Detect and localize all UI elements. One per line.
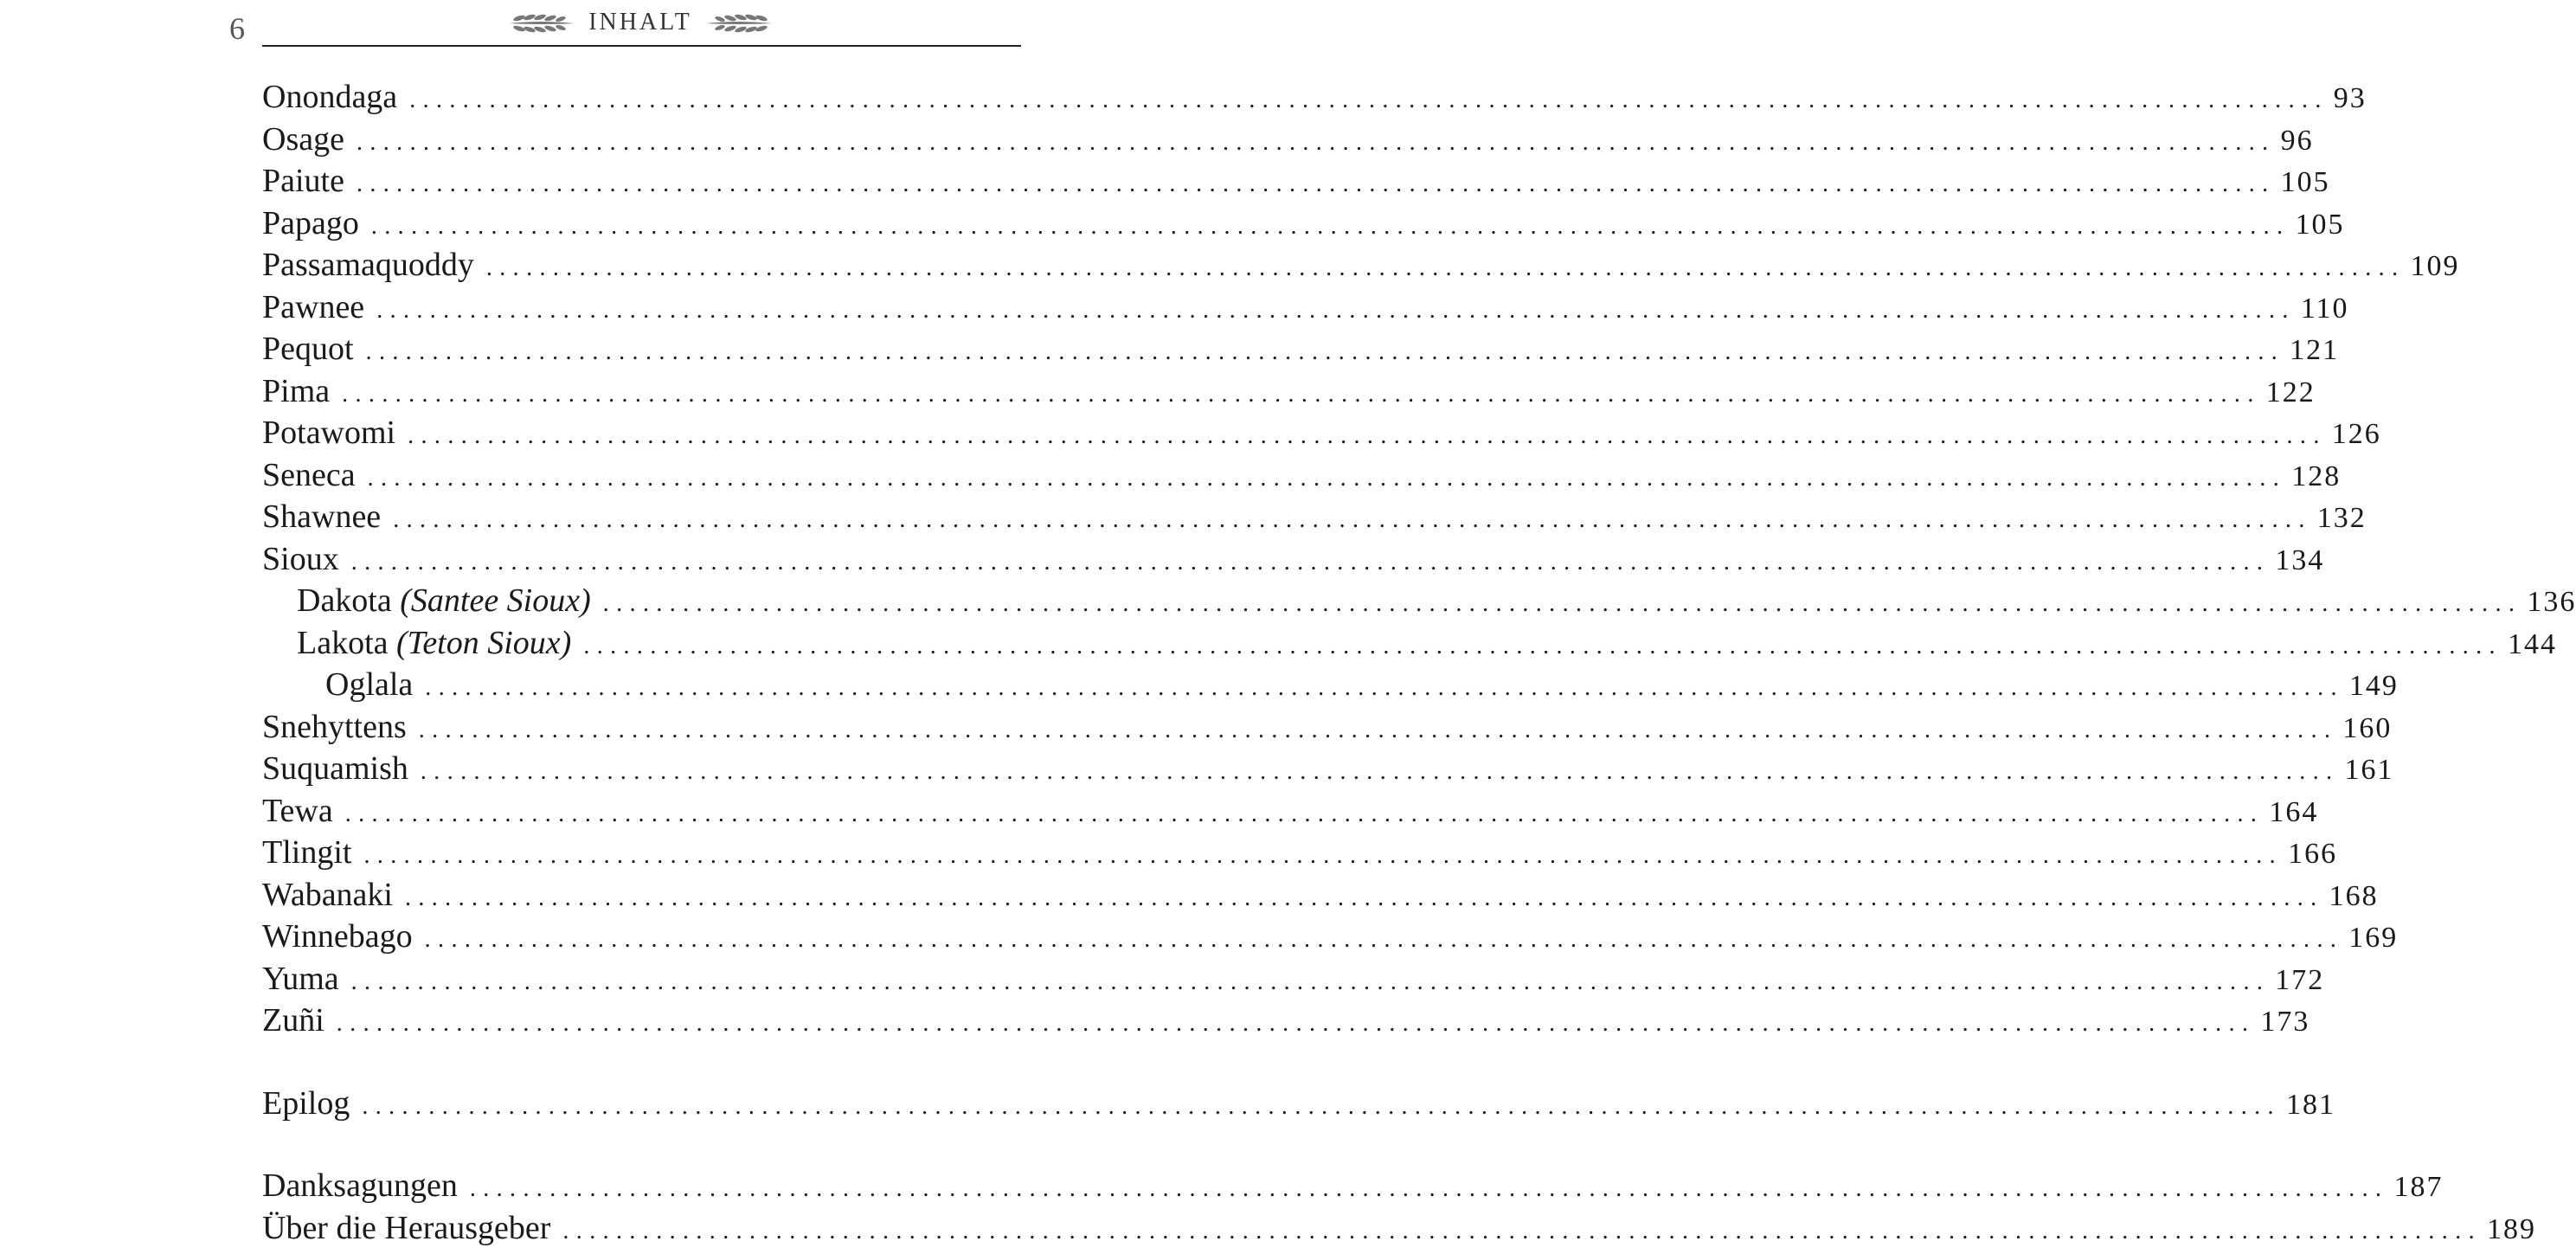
toc-entry-title [262,119,344,161]
toc-entry [262,1207,2536,1250]
toc-entry [262,370,2316,413]
toc-entry-page: 110 [2300,292,2349,325]
toc-entry-page: 169 [2348,922,2399,954]
toc-entry [262,916,2399,958]
toc-entry-title [262,454,356,497]
toc-entry [262,874,2379,916]
toc-entry [262,580,2576,622]
toc-entry-title [297,580,591,622]
toc-entry-page: 93 [2333,82,2367,114]
dot-leader: ................................................................................................................................................ [344,800,2264,827]
toc-entry-title [262,538,339,581]
toc-entry-name: Danksagungen [262,1167,458,1204]
toc-entry-title [262,1207,550,1250]
dot-leader: ................................................................................................................................................ [425,674,2344,701]
toc-group-epilog [262,1083,2335,1125]
toc-entry-page: 136 [2527,586,2576,618]
toc-entry-name: Epilog [262,1084,350,1122]
toc-entry-page: 144 [2507,627,2557,660]
dot-leader: ................................................................................................................................................ [418,716,2338,743]
toc-entry [262,328,2340,370]
toc-entry [262,1165,2444,1207]
toc-entry-name: Tewa [262,792,333,829]
running-title: INHALT [588,9,692,35]
wheat-leaf-right-icon [704,10,774,35]
toc-entry-name: Osage [262,120,344,158]
dot-leader: ................................................................................................................................................ [376,296,2296,324]
toc-entry-name: Shawnee [262,498,382,535]
toc-entry-subtitle: (Santee Sioux) [400,582,591,619]
toc-entry [262,958,2325,1000]
toc-entry-name: Papago [262,204,359,241]
toc-entry-name: Snehyttens [262,708,407,745]
toc-group-tribes [262,76,2576,1042]
toc-entry-page: 109 [2410,250,2460,282]
dot-leader: ................................................................................................................................................ [404,884,2324,911]
toc-entry-title [262,874,393,916]
toc-entry-page: 96 [2280,124,2314,157]
dot-leader: ................................................................................................................................................ [485,254,2406,281]
toc-entry-page: 105 [2295,208,2345,241]
toc-entry-page: 168 [2329,879,2379,912]
dot-leader: ................................................................................................................................................ [356,170,2276,197]
toc-entry-page: 164 [2269,795,2319,828]
toc-entry-name: Pawnee [262,288,365,325]
toc-entry-name: Zuñi [262,1002,324,1039]
dot-leader: ................................................................................................................................................ [370,212,2290,240]
dot-leader: ................................................................................................................................................ [583,632,2502,659]
dot-leader: ................................................................................................................................................ [469,1175,2389,1202]
dot-leader: ................................................................................................................................................ [365,338,2285,365]
toc-entry-title [262,1083,350,1125]
toc-entry-title [262,286,364,329]
toc-entry-name: Potawomi [262,415,396,451]
toc-entry [262,1083,2335,1125]
dot-leader: ................................................................................................................................................ [409,87,2329,113]
toc-entry-name: Lakota [297,624,397,661]
toc-entry-name: Tlingit [262,834,352,871]
toc-entry-name: Paiute [262,163,344,199]
toc-entry-page: 173 [2260,1006,2310,1038]
toc-entry-title [262,496,381,538]
header-rule [262,45,1021,47]
toc-entry-page: 122 [2265,376,2316,408]
toc-entry-name: Pequot [262,331,354,367]
running-header [502,3,779,42]
toc-entry [262,790,2319,833]
toc-entry-page: 126 [2331,418,2381,450]
toc-entry-name: Suquamish [262,750,408,787]
toc-entry [262,664,2399,706]
dot-leader: ................................................................................................................................................ [424,926,2344,953]
dot-leader: ................................................................................................................................................ [420,758,2340,785]
toc-entry-page: 166 [2288,838,2338,870]
toc-entry-title [325,664,413,706]
toc-entry [262,538,2325,581]
dot-leader: ................................................................................................................................................ [356,128,2276,156]
toc-entry-page: 189 [2487,1212,2536,1245]
toc-entry-page: 187 [2393,1171,2444,1203]
toc-entry [262,496,2367,538]
toc-entry [262,832,2338,874]
dot-leader: ................................................................................................................................................ [367,464,2287,492]
toc-entry-title [297,622,571,665]
toc-entry-page: 161 [2344,754,2394,786]
wheat-leaf-left-icon [507,10,576,35]
toc-entry-name: Winnebago [262,918,413,955]
toc-entry [262,286,2349,329]
toc-entry-name: Wabanaki [262,876,393,913]
dot-leader: ................................................................................................................................................ [393,506,2312,533]
toc-entry-name: Seneca [262,456,356,493]
toc-entry-title [262,244,474,286]
dot-leader: ................................................................................................................................................ [350,548,2271,576]
toc-entry-name: Über die Herausgeber [262,1209,551,1246]
toc-entry-name: Yuma [262,960,339,997]
toc-entry [262,748,2394,790]
toc-entry-page: 121 [2290,334,2340,366]
toc-entry-title [262,1000,324,1042]
toc-entry-page: 172 [2275,963,2325,996]
toc-entry [262,622,2557,665]
dot-leader: ................................................................................................................................................ [336,1010,2256,1037]
toc-entry-page: 128 [2291,460,2342,492]
toc-entry-page: 160 [2342,711,2393,744]
toc-entry [262,76,2367,119]
toc-entry-title [262,748,408,790]
toc-entry-page: 132 [2316,502,2367,534]
toc-entry-name: Pima [262,372,331,409]
dot-leader: ................................................................................................................................................ [363,842,2284,869]
dot-leader: ................................................................................................................................................ [602,590,2522,617]
toc-entry-title [262,412,395,454]
toc-entry-name: Onondaga [262,79,398,115]
dot-leader: ................................................................................................................................................ [342,380,2261,408]
toc-entry-title [262,958,339,1000]
toc-entry [262,454,2342,497]
table-of-contents [262,76,2576,1249]
toc-entry-name: Oglala [325,666,414,703]
toc-entry-page: 134 [2275,543,2325,576]
dot-leader: ................................................................................................................................................ [408,422,2327,449]
dot-leader: ................................................................................................................................................ [562,1217,2482,1244]
toc-entry [262,203,2345,245]
page-number: 6 [229,11,246,46]
toc-entry-subtitle: (Teton Sioux) [396,624,572,661]
toc-entry-title [262,203,359,245]
toc-group-back-matter [262,1165,2536,1249]
toc-entry-name: Passamaquoddy [262,247,474,283]
toc-entry [262,119,2314,161]
dot-leader: ................................................................................................................................................ [362,1092,2281,1120]
toc-entry-title [262,76,397,119]
toc-entry-title [262,832,351,874]
toc-entry-title [262,790,333,833]
toc-entry-page: 105 [2280,166,2330,198]
toc-entry-name: Dakota [297,582,401,619]
toc-entry-name: Sioux [262,540,339,577]
toc-entry [262,412,2381,454]
dot-leader: ................................................................................................................................................ [350,968,2271,995]
toc-entry-title [262,370,330,413]
toc-entry [262,1000,2310,1042]
toc-entry-page: 181 [2285,1088,2335,1121]
toc-entry-title [262,1165,458,1207]
toc-entry [262,244,2460,286]
toc-entry [262,706,2393,749]
toc-entry-title [262,916,413,958]
toc-entry-title [262,706,407,749]
toc-entry-title [262,328,354,370]
toc-entry [262,160,2330,203]
toc-entry-page: 149 [2348,670,2399,702]
toc-entry-title [262,160,344,203]
